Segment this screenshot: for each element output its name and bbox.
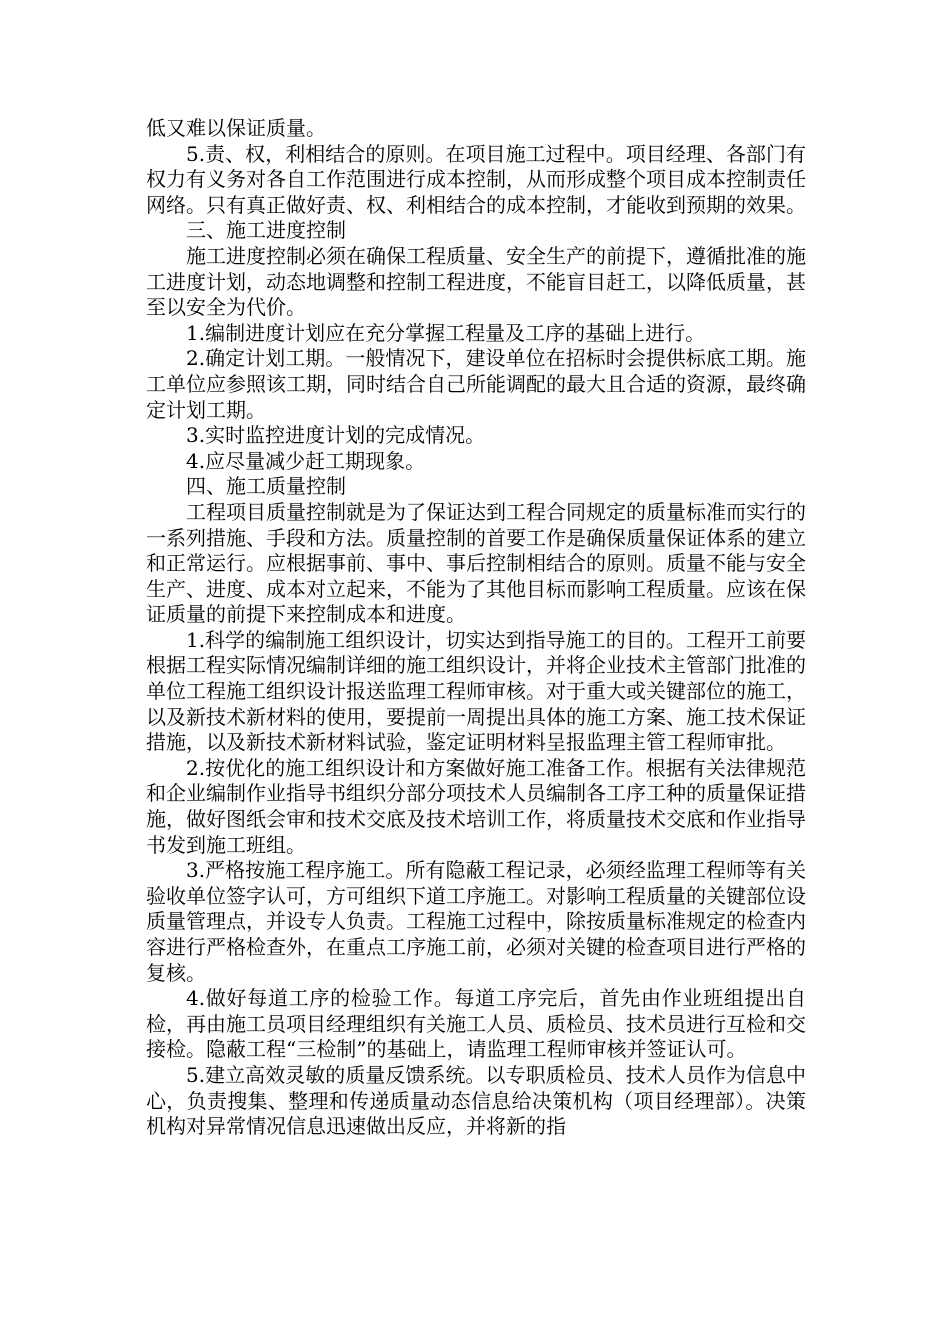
paragraph-schedule-item-4: 4.应尽量减少赶工期现象。 — [186, 448, 426, 473]
paragraph-quality-item-1: 1.科学的编制施工组织设计，切实达到指导施工的目的。工程开工前要根据工程实际情况编制详细的施工组织设计，并将企业技术主管部门批准的单位工程施工组织设计报送监理工程师审核。对于重大或关键部位的施工，以及新技术新材料的使用，要提前一周提出具体的施工方案、施工技术保证措施，以及新技术新材料试验，鉴定证明材料呈报监理主管工程师审批。 — [146, 627, 806, 755]
paragraph-schedule-item-2: 2.确定计划工期。一般情况下，建设单位在招标时会提供标底工期。施工单位应参照该工期，同时结合自己所能调配的最大且合适的资源，最终确定计划工期。 — [146, 346, 806, 422]
section-heading-quality-control: 四、施工质量控制 — [186, 474, 346, 499]
paragraph-quality-item-2: 2.按优化的施工组织设计和方案做好施工准备工作。根据有关法律规范和企业编制作业指导书组织分部分项技术人员编制各工序工种的质量保证措施，做好图纸会审和技术交底及技术培训工作，将质量技术交底和作业指导书发到施工班组。 — [146, 755, 806, 857]
document-page — [146, 116, 806, 1140]
paragraph-quality-item-3: 3.严格按施工程序施工。所有隐蔽工程记录，必须经监理工程师等有关验收单位签字认可，方可组织下道工序施工。对影响工程质量的关键部位设质量管理点，并设专人负责。工程施工过程中，除按质量标准规定的检查内容进行严格检查外，在重点工序施工前，必须对关键的检查项目进行严格的复核。 — [146, 858, 806, 985]
paragraph-quality-intro: 工程项目质量控制就是为了保证达到工程合同规定的质量标准而实行的一系列措施、手段和方法。质量控制的首要工作是确保质量保证体系的建立和正常运行。应根据事前、事中、事后控制相结合的原则。质量不能与安全生产、进度、成本对立起来，不能为了其他目标而影响工程质量。应该在保证质量的前提下来控制成本和进度。 — [146, 499, 806, 627]
paragraph-cost-principle-5: 5.责、权，利相结合的原则。在项目施工过程中。项目经理、各部门有权力有义务对各自工作范围进行成本控制，从而形成整个项目成本控制责任网络。只有真正做好责、权、利相结合的成本控制，才能收到预期的效果。 — [146, 141, 806, 217]
paragraph-continuation: 低又难以保证质量。 — [146, 116, 326, 140]
paragraph-quality-item-4: 4.做好每道工序的检验工作。每道工序完后，首先由作业班组提出自检，再由施工员项目经理组织有关施工人员、质检员、技术员进行互检和交接检。隐蔽工程“三检制”的基础上，请监理工程师审核并签证认可。 — [146, 986, 806, 1062]
paragraph-schedule-item-3: 3.实时监控进度计划的完成情况。 — [186, 423, 486, 448]
paragraph-schedule-item-1: 1.编制进度计划应在充分掌握工程量及工序的基础上进行。 — [186, 320, 706, 345]
section-heading-schedule-control: 三、施工进度控制 — [186, 218, 346, 243]
paragraph-schedule-intro: 施工进度控制必须在确保工程质量、安全生产的前提下，遵循批准的施工进度计划，动态地调整和控制工程进度，不能盲目赶工，以降低质量，甚至以安全为代价。 — [146, 243, 806, 320]
paragraph-quality-item-5: 5.建立高效灵敏的质量反馈系统。以专职质检员、技术人员作为信息中心，负责搜集、整理和传递质量动态信息给决策机构（项目经理部）。决策机构对异常情况信息迅速做出反应，并将新的指 — [146, 1062, 806, 1139]
